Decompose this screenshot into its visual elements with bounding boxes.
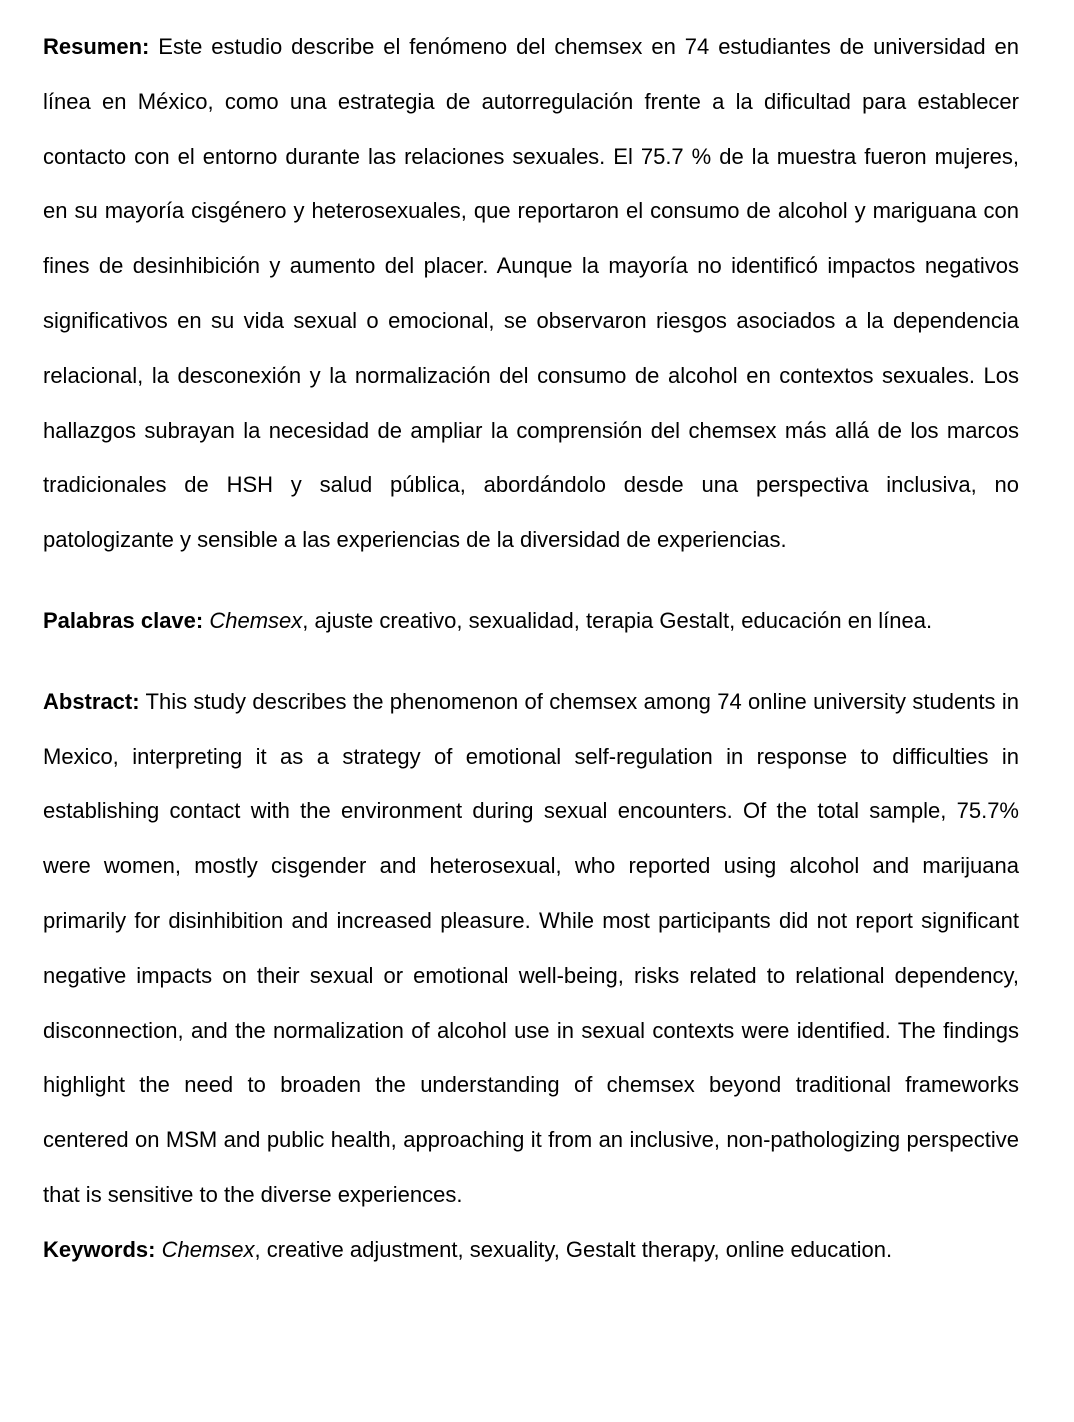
resumen-label: Resumen:: [43, 34, 150, 59]
keywords-first-term: Chemsex: [161, 1236, 255, 1262]
resumen-text: Este estudio describe el fenómeno del chemsex en 74 estudiantes de universidad en línea en México, como una estrategia de autorregulación frente a la dificultad para establecer contacto con el entorno durante las relaciones sexuales. El 75.7 % de la muestra fueron mujeres, en su mayoría cisgénero y heterosexuales, que reportaron el consumo de alcohol y mariguana con fines de desinhibición y aumento del placer. Aunque la mayoría no identificó impactos negativos significativos en su vida sexual o emocional, se observaron riesgos asociados a la dependencia relacional, la desconexión y la normalización del consumo de alcohol en contextos sexuales. Los hallazgos subrayan la necesidad de ampliar la comprensión del chemsex más allá de los marcos tradicionales de HSH y salud pública, abordándolo desde una perspectiva inclusiva, no patologizante y sensible a las experiencias de la diversidad de experiencias.: [43, 34, 1019, 553]
abstract-text: This study describes the phenomenon of chemsex among 74 online university students in Mexico, interpreting it as a strategy of emotional self-regulation in response to difficulties in establishing contact with the environment during sexual encounters. Of the total sample, 75.7% were women, mostly cisgender and heterosexual, who reported using alcohol and marijuana primarily for disinhibition and increased pleasure. While most participants did not report significant negative impacts on their sexual or emotional well-being, risks related to relational dependency, disconnection, and the normalization of alcohol use in sexual contexts were identified. The findings highlight the need to broaden the understanding of chemsex beyond traditional frameworks centered on MSM and public health, approaching it from an inclusive, non-pathologizing perspective that is sensitive to the diverse experiences.: [43, 688, 1019, 1207]
palabras-clave-rest: , ajuste creativo, sexualidad, terapia Gestalt, educación en línea.: [302, 607, 933, 633]
keywords-paragraph: [43, 1223, 1019, 1278]
resumen-paragraph: [43, 20, 1019, 568]
palabras-clave-label: Palabras clave:: [43, 607, 204, 633]
palabras-clave-paragraph: [43, 594, 1019, 649]
keywords-rest: , creative adjustment, sexuality, Gestalt therapy, online education.: [254, 1236, 893, 1262]
abstract-label: Abstract:: [43, 688, 140, 714]
palabras-clave-first-term: Chemsex: [209, 607, 303, 633]
keywords-label: Keywords:: [43, 1236, 156, 1262]
abstract-paragraph: [43, 675, 1019, 1223]
